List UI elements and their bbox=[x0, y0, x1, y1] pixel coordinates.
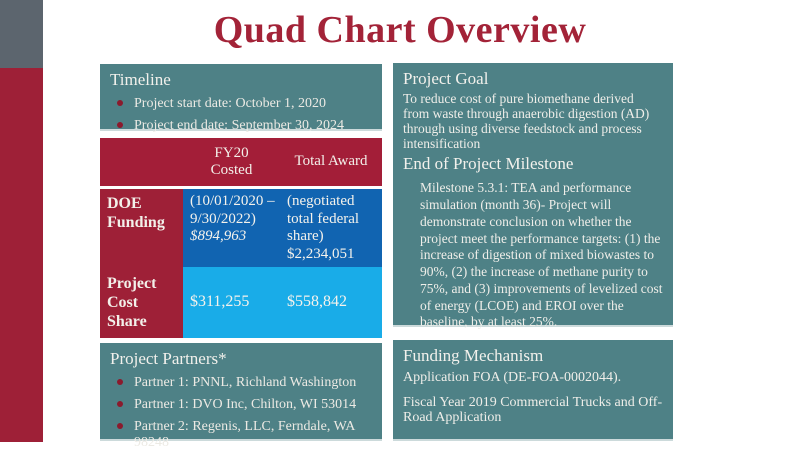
budget-table-header-fy20: FY20 Costed bbox=[210, 144, 253, 178]
timeline-item-end-label: Project end date: September 30, 2024 bbox=[134, 118, 344, 133]
budget-table bbox=[100, 138, 382, 338]
project-partners-title: Project Partners* bbox=[110, 349, 227, 368]
slide-title: Quad Chart Overview bbox=[213, 9, 587, 51]
partner-item-2 bbox=[110, 397, 372, 413]
doe-fy20-amount: $894,963 bbox=[190, 228, 247, 245]
project-goal-body: To reduce cost of pure biomethane derived from waste through anaerobic digestion (AD) through using diverse feedstock and process intensification bbox=[403, 91, 650, 151]
budget-table-header-total: Total Award bbox=[294, 153, 368, 170]
timeline-item-start bbox=[110, 96, 372, 112]
funding-mechanism-foa: Application FOA (DE-FOA-0002044). bbox=[403, 370, 622, 385]
budget-table-header-blank bbox=[100, 138, 183, 186]
timeline-panel bbox=[100, 64, 382, 131]
bullet-icon bbox=[117, 379, 123, 385]
doe-fy20-cell bbox=[183, 189, 280, 267]
funding-mechanism-title: Funding Mechanism bbox=[403, 346, 544, 365]
project-goal-title: Project Goal bbox=[403, 69, 489, 88]
budget-table-header-row bbox=[100, 138, 382, 186]
partners-list bbox=[110, 375, 372, 450]
project-partners-panel bbox=[100, 343, 382, 450]
bullet-icon bbox=[117, 401, 123, 407]
cost-share-label: Project Cost Share bbox=[100, 267, 183, 338]
doe-total-amount: $2,234,051 bbox=[287, 246, 355, 263]
timeline-item-start-label: Project start date: October 1, 2020 bbox=[134, 96, 327, 111]
timeline-list bbox=[110, 96, 372, 134]
timeline-item-end bbox=[110, 118, 372, 134]
doe-total-note: (negotiated total federal share) bbox=[287, 193, 360, 245]
partner-item-2-label: Partner 1: DVO Inc, Chilton, WI 53014 bbox=[134, 397, 357, 412]
funding-mechanism-fiscal-year: Fiscal Year 2019 Commercial Trucks and Off-Road Application bbox=[403, 395, 663, 426]
left-accent-bar bbox=[0, 68, 43, 442]
cost-share-fy20-cell: $311,255 bbox=[183, 267, 280, 338]
bullet-icon bbox=[117, 100, 123, 106]
partner-item-1 bbox=[110, 375, 372, 391]
timeline-title: Timeline bbox=[110, 70, 171, 89]
partner-item-3 bbox=[110, 419, 372, 450]
milestone-body: Milestone 5.3.1: TEA and performance simulation (month 36)- Project will demonstrate conclusion on whether the project meet the performance targets: (1) the increase of digestion of mixed biowastes to 90%, (2) the increase of methane purity to 75%, and (3) improvements of levelized cost of energy (LCOE) and EROI over the baseline, by at least 25%. bbox=[420, 180, 663, 330]
milestone-title: End of Project Milestone bbox=[403, 154, 574, 174]
doe-funding-label: DOE Funding bbox=[100, 189, 183, 267]
cost-share-total-cell: $558,842 bbox=[280, 267, 382, 338]
partner-item-3-label: Partner 2: Regenis, LLC, Ferndale, WA 98248 bbox=[134, 419, 355, 450]
doe-funding-row bbox=[100, 189, 382, 267]
partner-item-1-label: Partner 1: PNNL, Richland Washington bbox=[134, 375, 357, 390]
cost-share-row bbox=[100, 267, 382, 338]
bullet-icon bbox=[117, 122, 123, 128]
funding-mechanism-panel bbox=[393, 340, 673, 441]
bullet-icon bbox=[117, 423, 123, 429]
doe-fy20-period: (10/01/2020 – 9/30/2022) bbox=[190, 193, 275, 227]
project-goal-panel bbox=[393, 63, 673, 330]
doe-total-cell bbox=[280, 189, 382, 267]
